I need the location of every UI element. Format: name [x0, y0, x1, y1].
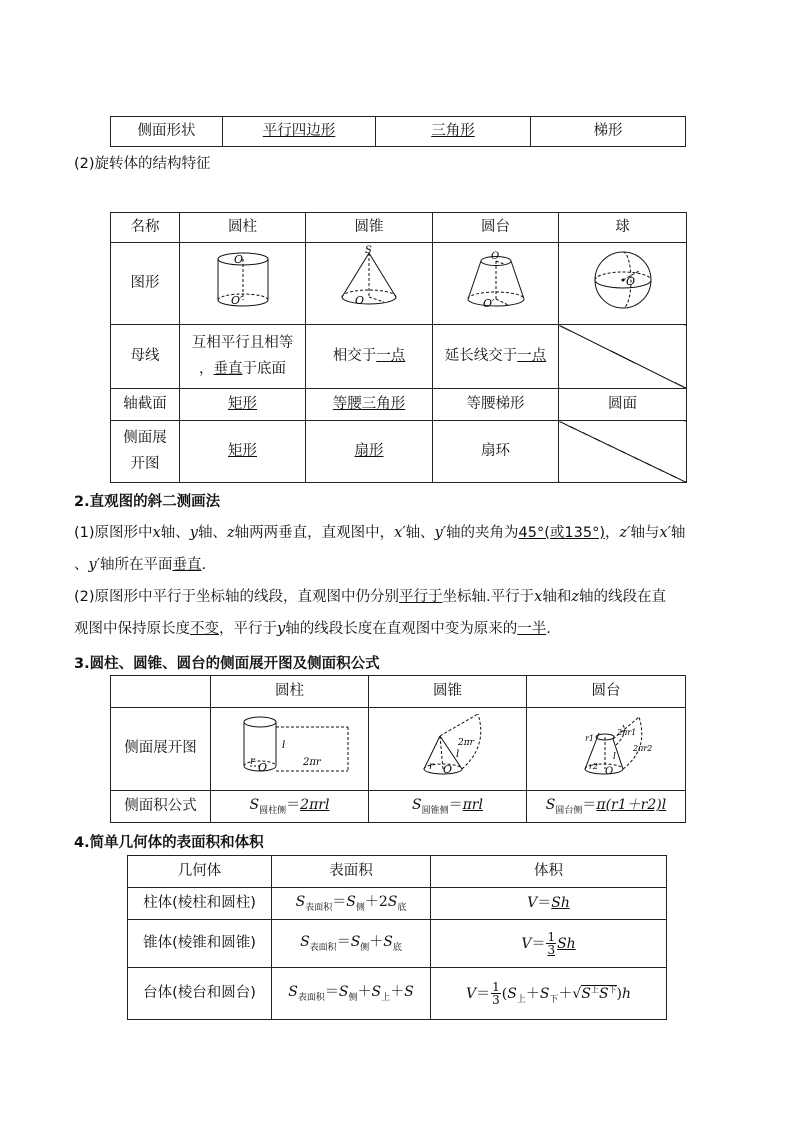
cylinder-unfold-figure [220, 711, 360, 781]
generatrix-sphere-empty [559, 325, 687, 389]
frustum-unfold-figure [541, 711, 671, 781]
row-figure-label: 图形 [111, 243, 180, 325]
volume-prism-formula: V＝Sh [527, 894, 570, 911]
frus-label-r1: r1 [585, 733, 594, 743]
cone-label-2pir: 2πr [457, 737, 474, 748]
cyl-label-O: O [257, 760, 267, 774]
lateral-area-table [110, 675, 686, 823]
header-name: 名称 [111, 213, 180, 243]
generatrix-cone-text: 相交于 [332, 347, 377, 364]
generatrix-cone [306, 325, 433, 389]
label-O-bottom: O′ [230, 294, 243, 308]
formula-cone: $S_{圆锥侧}=\pi rl$ [412, 797, 483, 816]
volume-pyramid-formula: V＝ $\frac{1}{3}$ Sh [521, 930, 576, 957]
cell-triangle: 三角形 [431, 122, 475, 139]
section2-para1: (1)原图形中x轴、y轴、z轴两两垂直，直观图中，x′轴、y′轴的夹角为45°(或135°)，z′轴与x′轴 [74, 525, 686, 541]
generatrix-cyl-base: 于底面 [242, 360, 286, 377]
formula-frustum: $S_{圆台侧}=\pi(r1+r2)l$ [545, 797, 667, 816]
header-frustum: 圆台 [433, 213, 559, 243]
section2-para1-cont: 、y′轴所在平面垂直. [74, 557, 207, 573]
cone-unfold-cell [369, 708, 527, 791]
header-cone: 圆锥 [306, 213, 433, 243]
cell-trapezoid: 梯形 [531, 117, 686, 147]
unfold-cylinder: 矩形 [228, 442, 257, 459]
generatrix-frustum-text: 延长线交于 [444, 347, 518, 364]
formula-cylinder: $S_{圆柱侧}=2\pi rl$ [249, 797, 330, 816]
label-S: S [365, 245, 372, 257]
unfold-cone: 扇形 [354, 442, 384, 459]
label-O-cone: O [355, 294, 365, 308]
volume-frustum-formula: V＝ $\frac{1}{3}$ $(S_上+S_下+√S^上S^下)h$ [465, 980, 632, 1007]
unfold-sphere-empty [559, 421, 687, 483]
row-unfold-label [111, 421, 180, 483]
cone-label-r: r [428, 760, 434, 772]
lateral-shape-table [110, 116, 686, 147]
cyl-label-l: l [281, 739, 285, 751]
axial-cone: 等腰三角形 [332, 395, 406, 412]
section2-para2: (2)原图形中平行于坐标轴的线段，直观图中仍分别平行于坐标轴.平行于x轴和z轴的线段在直 [74, 589, 666, 605]
cyl-label-r: r [249, 755, 255, 767]
cylinder-unfold-cell [211, 708, 369, 791]
unfold-frustum: 扇环 [433, 421, 559, 483]
frus-label-l: l [613, 751, 616, 762]
frus-label-r2: r2 [589, 761, 598, 771]
cone-label-l: l [455, 748, 459, 760]
sec3-row-formula-label: 侧面积公式 [111, 791, 211, 823]
generatrix-cyl-comma: ， [199, 360, 214, 377]
frus-label-O: O [605, 765, 614, 777]
frustum-unfold-cell [527, 708, 686, 791]
sec3-header-cone: 圆锥 [369, 676, 527, 708]
header-cylinder: 圆柱 [180, 213, 306, 243]
cone-figure [329, 245, 409, 315]
sphere-figure [583, 245, 663, 315]
label-O-sphere: O [625, 275, 635, 289]
generatrix-cone-point: 一点 [376, 347, 406, 364]
row-frustum-label: 台体(棱台和圆台) [128, 968, 272, 1020]
sec3-header-empty [111, 676, 211, 708]
section2-title: 2.直观图的斜二测画法 [74, 494, 221, 510]
cone-label-O: O [442, 762, 452, 776]
sec4-header-volume: 体积 [431, 856, 667, 888]
generatrix-frustum-point: 一点 [517, 347, 547, 364]
surface-prism-formula: $S_{表面积}=S_侧+2S_底$ [295, 894, 407, 913]
generatrix-cylinder [180, 325, 306, 389]
axial-frustum: 等腰梯形 [433, 389, 559, 421]
axial-sphere: 圆面 [559, 389, 687, 421]
sec3-row-unfold-label: 侧面展开图 [111, 708, 211, 791]
section4-title: 4.简单几何体的表面积和体积 [74, 835, 264, 851]
section3-title: 3.圆柱、圆锥、圆台的侧面展开图及侧面积公式 [74, 656, 380, 672]
cell-parallelogram: 平行四边形 [262, 122, 336, 139]
cone-figure-cell [306, 243, 433, 325]
surface-volume-table [127, 855, 667, 1020]
section-rotation-title: (2)旋转体的结构特征 [74, 156, 211, 172]
sec3-header-cylinder: 圆柱 [211, 676, 369, 708]
generatrix-cyl-perpendicular: 垂直 [213, 360, 243, 377]
rotation-body-table [110, 212, 687, 483]
label-O-frustum-bottom: O′ [482, 297, 495, 311]
cylinder-figure [203, 245, 283, 315]
cell-lateral-shape: 侧面形状 [111, 117, 223, 147]
cyl-label-2pir: 2πr [302, 756, 321, 768]
frus-label-2pir2: 2πr2 [633, 743, 653, 753]
label-O-top: O [233, 253, 243, 267]
sec3-header-frustum: 圆台 [527, 676, 686, 708]
header-sphere: 球 [559, 213, 687, 243]
cone-unfold-figure [388, 711, 508, 781]
row-axial-label: 轴截面 [111, 389, 180, 421]
cylinder-figure-cell [180, 243, 306, 325]
sec4-header-surface: 表面积 [272, 856, 431, 888]
surface-pyramid-formula: $S_{表面积}=S_侧+S_底$ [300, 934, 402, 953]
frustum-figure [456, 245, 536, 315]
unfold-label-line1: 侧面展 [123, 429, 167, 446]
surface-frustum-formula: $S_{表面积}=S_侧+S_上+S$ [288, 984, 414, 1003]
sec4-header-solid: 几何体 [128, 856, 272, 888]
unfold-label-line2: 开图 [130, 455, 160, 472]
section2-para2-cont: 观图中保持原长度不变，平行于y轴的线段长度在直观图中变为原来的一半. [74, 621, 551, 637]
generatrix-frustum [433, 325, 559, 389]
row-prism-label: 柱体(棱柱和圆柱) [128, 888, 272, 920]
frustum-figure-cell [433, 243, 559, 325]
row-pyramid-label: 锥体(棱锥和圆锥) [128, 920, 272, 968]
label-O-frustum-top: O [490, 251, 499, 263]
sphere-figure-cell [559, 243, 687, 325]
generatrix-cyl-line1: 互相平行且相等 [191, 334, 294, 351]
axial-cylinder: 矩形 [228, 395, 257, 412]
frus-label-2pir1: 2πr1 [617, 727, 637, 737]
row-generatrix-label: 母线 [111, 325, 180, 389]
